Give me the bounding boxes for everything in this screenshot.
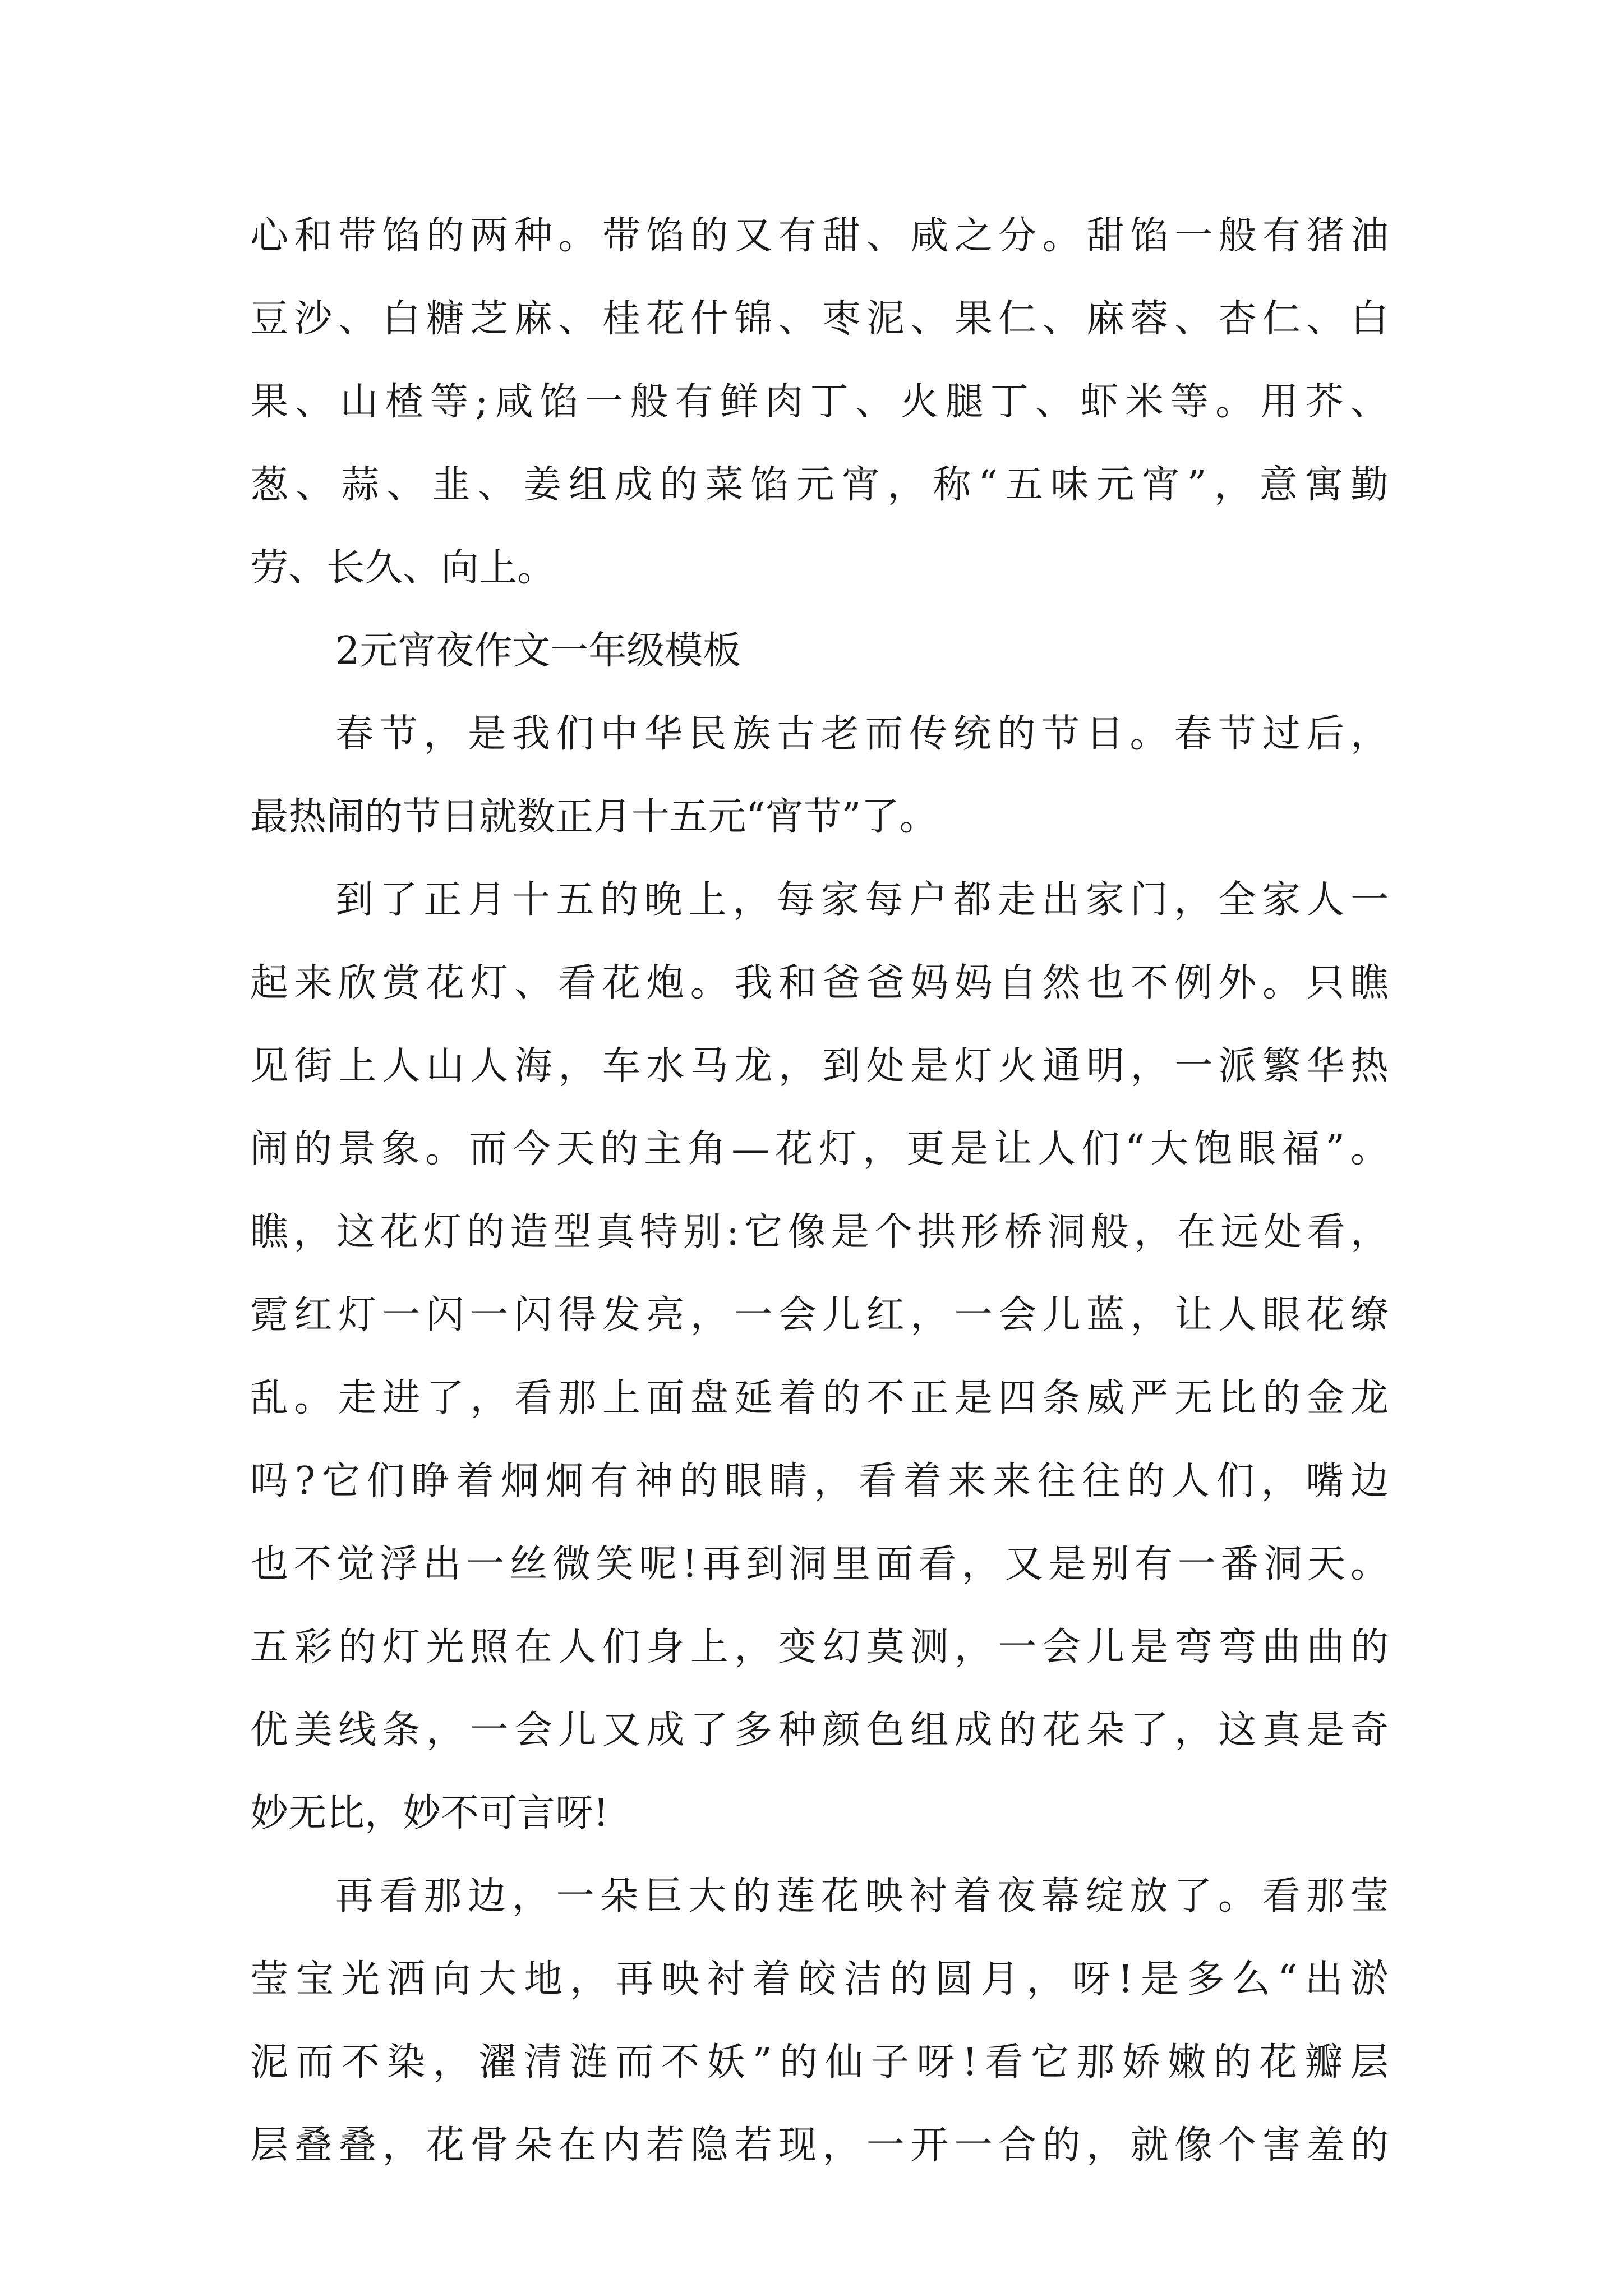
text-line: 层叠叠，花骨朵在内若隐若现，一开一合的，就像个害羞的 bbox=[250, 2123, 1389, 2168]
text-line: 闹的景象。而今天的主角—花灯，更是让人们“大饱眼福”。 bbox=[250, 1127, 1389, 1171]
text-line: 豆沙、白糖芝麻、桂花什锦、枣泥、果仁、麻蓉、杏仁、白 bbox=[250, 297, 1389, 341]
text-line: 莹宝光洒向大地，再映衬着皎洁的圆月，呀!是多么“出淤 bbox=[250, 1957, 1389, 2001]
section-heading: 2元宵夜作文一年级模板 bbox=[335, 629, 741, 673]
text-line: 春节，是我们中华民族古老而传统的节日。春节过后， bbox=[335, 712, 1389, 756]
text-line: 优美线条，一会儿又成了多种颜色组成的花朵了，这真是奇 bbox=[250, 1708, 1389, 1752]
text-line: 也不觉浮出一丝微笑呢!再到洞里面看，又是别有一番洞天。 bbox=[250, 1542, 1389, 1586]
text-line: 泥而不染，濯清涟而不妖”的仙子呀!看它那娇嫩的花瓣层 bbox=[250, 2040, 1389, 2085]
text-line: 霓红灯一闪一闪得发亮，一会儿红，一会儿蓝，让人眼花缭 bbox=[250, 1293, 1389, 1337]
text-line: 到了正月十五的晚上，每家每户都走出家门，全家人一 bbox=[335, 878, 1389, 922]
text-line: 五彩的灯光照在人们身上，变幻莫测，一会儿是弯弯曲曲的 bbox=[250, 1625, 1389, 1669]
text-line: 心和带馅的两种。带馅的又有甜、咸之分。甜馅一般有猪油 bbox=[250, 214, 1389, 258]
text-line: 果、山楂等;咸馅一般有鲜肉丁、火腿丁、虾米等。用芥、 bbox=[250, 380, 1389, 424]
text-line: 葱、蒜、韭、姜组成的菜馅元宵，称“五味元宵”，意寓勤 bbox=[250, 463, 1389, 507]
text-line: 瞧，这花灯的造型真特别:它像是个拱形桥洞般，在远处看， bbox=[250, 1210, 1389, 1254]
text-line: 见街上人山人海，车水马龙，到处是灯火通明，一派繁华热 bbox=[250, 1044, 1389, 1088]
text-line: 再看那边，一朵巨大的莲花映衬着夜幕绽放了。看那莹 bbox=[335, 1874, 1389, 1918]
text-line: 妙无比，妙不可言呀! bbox=[250, 1791, 609, 1835]
text-line: 吗?它们睁着炯炯有神的眼睛，看着来来往往的人们，嘴边 bbox=[250, 1459, 1389, 1503]
text-line: 劳、长久、向上。 bbox=[250, 546, 556, 590]
text-line: 乱。走进了，看那上面盘延着的不正是四条威严无比的金龙 bbox=[250, 1376, 1389, 1420]
text-line: 最热闹的节日就数正月十五元“宵节”了。 bbox=[250, 795, 938, 839]
text-line: 起来欣赏花灯、看花炮。我和爸爸妈妈自然也不例外。只瞧 bbox=[250, 961, 1389, 1005]
